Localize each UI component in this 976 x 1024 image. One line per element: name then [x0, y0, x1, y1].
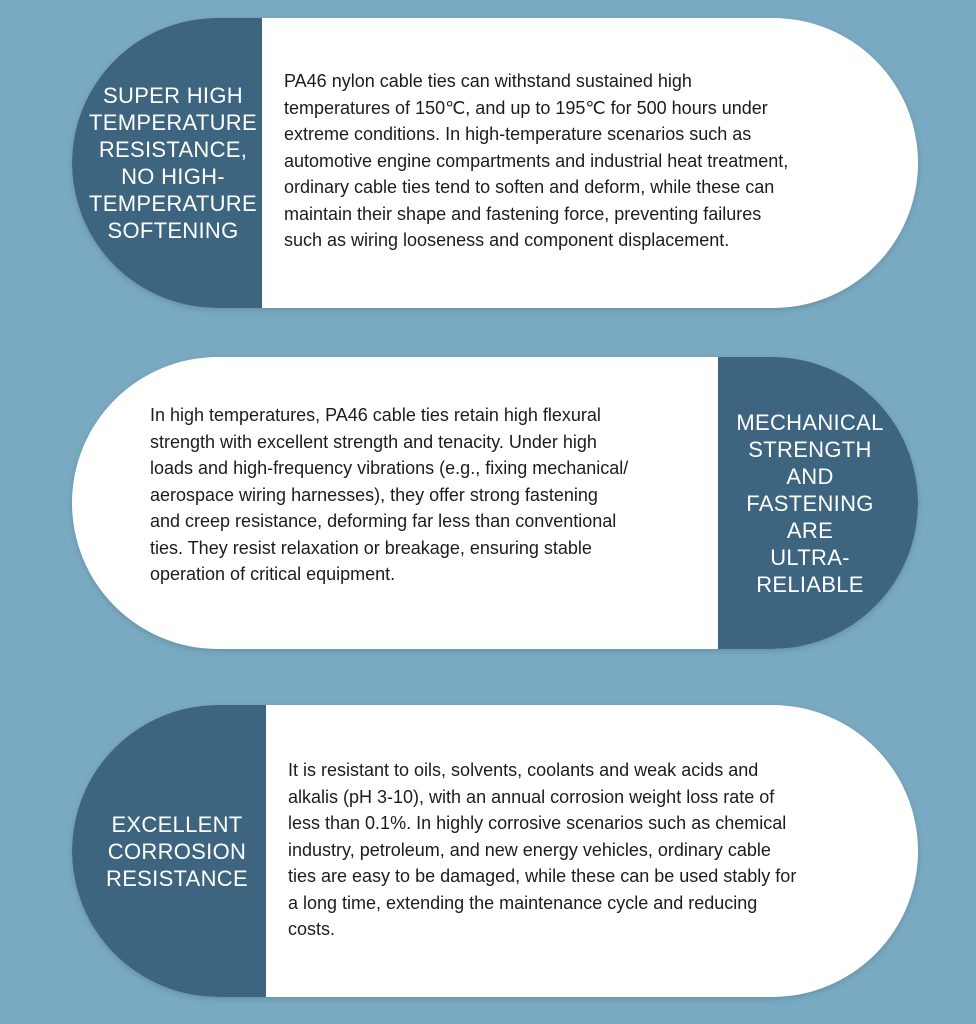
feature-title: MECHANICAL STRENGTH AND FASTENING ARE ULTRA-RELIABLE	[736, 409, 884, 597]
feature-description-panel	[266, 705, 918, 997]
feature-title: EXCELLENT CORROSION RESISTANCE	[106, 811, 248, 891]
feature-card-corrosion-resistance	[72, 705, 918, 997]
feature-description: PA46 nylon cable ties can withstand sustained high temperatures of 150℃, and up to 195℃ for 500 hours under extreme conditions. In high-temperature scenarios such as automotive engine compartments and industrial heat treatment, ordinary cable ties tend to soften and deform, while these can maintain their shape and fastening force, preventing failures such as wiring looseness and component displacement.	[284, 71, 789, 250]
feature-description: It is resistant to oils, solvents, coolants and weak acids and alkalis (pH 3-10), with an annual corrosion weight loss rate of less than 0.1%. In highly corrosive scenarios such as chemical industry, petroleum, and new energy vehicles, ordinary cable ties are easy to be damaged, while these can be used stably for a long time, extending the maintenance cycle and reducing costs.	[288, 760, 797, 939]
feature-card-mechanical-strength	[72, 357, 918, 649]
feature-card-high-temperature	[72, 18, 918, 308]
feature-description: In high temperatures, PA46 cable ties retain high flexural strength with excellent strength and tenacity. Under high loads and high-frequency vibrations (e.g., fixing mechanical/ aerospace wiring harnesses), they offer strong fastening and creep resistance, deforming far less than conventional ties. They resist relaxation or breakage, ensuring stable operation of critical equipment.	[150, 405, 629, 584]
feature-description-panel	[262, 18, 918, 308]
feature-title: SUPER HIGH TEMPERATURE RESISTANCE, NO HIGH- TEMPERATURE SOFTENING	[89, 83, 257, 243]
feature-title-panel	[72, 18, 262, 308]
feature-title-panel	[72, 705, 266, 997]
feature-description-panel	[72, 357, 718, 649]
feature-title-panel	[718, 357, 918, 649]
